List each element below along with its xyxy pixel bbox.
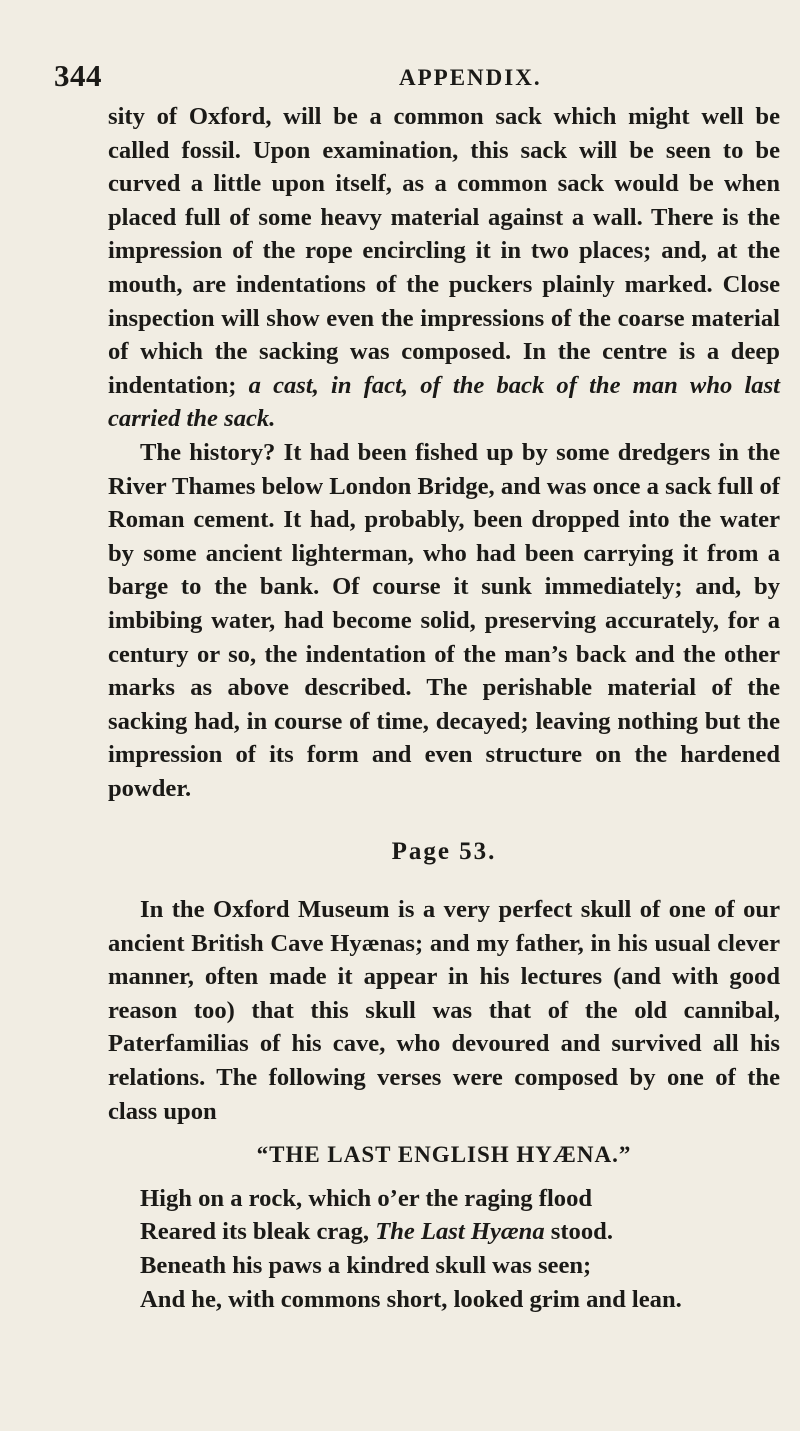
poem-line: High on a rock, which o’er the raging flood: [140, 1184, 593, 1212]
poem-line: Beneath his paws a kindred skull was seen;: [140, 1252, 592, 1279]
paragraph-continuation: [108, 100, 780, 436]
paragraph-text: In the Oxford Museum is a very perfect skull of one of our ancient British Cave Hyænas; and my father, in his usual clever manner, often made it appear in his lectures (and with good reason too) that this skull was that of the old cannibal, Paterfamilias of his cave, who devoured and survived all his relations. The following verses were composed by one of the class upon: [108, 896, 780, 1125]
poem-title: “THE LAST ENGLISH HYÆNA.”: [256, 1142, 632, 1168]
paragraph-history: [108, 436, 780, 806]
italic-phrase: a cast, in fact, of the back of the man who last carried the sack.: [108, 371, 780, 433]
poem-line: [140, 1215, 780, 1249]
poem-line-part: stood.: [550, 1218, 613, 1246]
poem-line-part: Reared its bleak crag,: [140, 1218, 370, 1246]
running-head: APPENDIX.: [399, 65, 542, 90]
section-heading: Page 53.: [391, 838, 497, 866]
page-number: 344: [54, 58, 102, 93]
paragraph-hyaena: [108, 893, 780, 1128]
paragraph-text: sity of Oxford, will be a common sack which might well be called fossil. Upon examination, this sack will be seen to be curved a little upon itself, as a common sack would be when placed full of some heavy material against a wall. There is the impression of the rope encircling it in two places; and, at the mouth, are indentations of the puckers plainly marked. Close inspection will show even the impressions of the coarse material of which the sacking was composed. In the centre is a deep indentation;: [108, 103, 780, 399]
poem: [140, 1182, 780, 1316]
page-body: [108, 100, 780, 1316]
poem-italic-title: The Last Hyæna: [375, 1218, 545, 1246]
page-header: [54, 58, 754, 98]
paragraph-text: The history? It had been fished up by some dredgers in the River Thames below London Bridge, and was once a sack full of Roman cement. It had, probably, been dropped into the water by some ancient lighterman, who had been carrying it from a barge to the bank. Of course it sunk immediately; and, by imbibing water, had become solid, preserving accurately, for a century or so, the indentation of the man’s back and the other marks as above described. The perishable material of the sacking had, in course of time, decayed; leaving nothing but the impression of its form and even structure on the hardened powder.: [108, 438, 780, 802]
poem-line: And he, with commons short, looked grim and lean.: [140, 1285, 682, 1313]
